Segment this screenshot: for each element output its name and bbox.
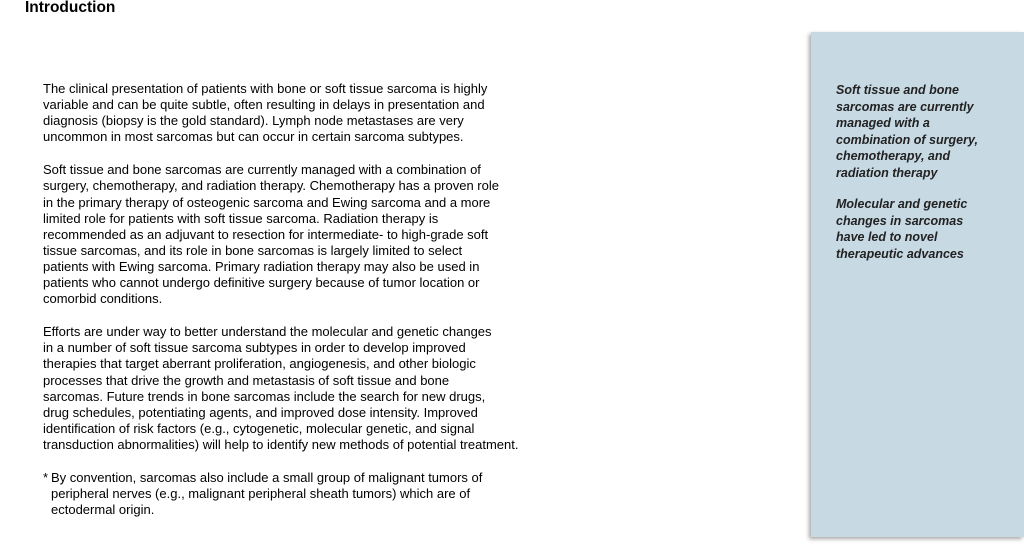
sidebar-callout-box	[811, 32, 1024, 537]
main-text-column	[43, 81, 568, 518]
footnote-marker: *	[43, 469, 49, 485]
footnote-text: By convention, sarcomas also include a small group of malignant tumors of peripheral nerves (e.g., malignant peripheral sheath tumors) which are of ectodermal origin.	[51, 469, 483, 518]
paragraph-clinical-presentation: The clinical presentation of patients with bone or soft tissue sarcoma is highly variable and can be quite subtle, often resulting in delays in presentation and diagnosis (biopsy is the gold standard). Lymph node metastases are very uncommon in most sarcomas but can occur in certain sarcoma subtypes.	[43, 81, 488, 145]
paragraph-management: Soft tissue and bone sarcomas are currently managed with a combination of surgery, chemotherapy, and radiation therapy. Chemotherapy has a proven role in the primary therapy of osteogenic sarcoma and Ewing sarcoma and a more limited role for patients with soft tissue sarcoma. Radiation therapy is recommended as an adjuvant to resection for intermediate- to high-grade soft tissue sarcomas, and its role in bone sarcomas is largely limited to select patients with Ewing sarcoma. Primary radiation therapy may also be used in patients who cannot undergo definitive surgery because of tumor location or comorbid conditions.	[43, 162, 499, 307]
footnote	[43, 470, 568, 518]
sidebar-note-management: Soft tissue and bone sarcomas are currently managed with a combination of surgery, chemotherapy, and radiation therapy	[836, 83, 978, 180]
paragraph-future-efforts: Efforts are under way to better understand the molecular and genetic changes in a number of soft tissue sarcoma subtypes in order to develop improved therapies that target aberrant proliferation, angiogenesis, and other biologic processes that drive the growth and metastasis of soft tissue and bone sarcomas. Future trends in bone sarcomas include the search for new drugs, drug schedules, potentiating agents, and improved dose intensity. Improved identification of risk factors (e.g., cytogenetic, molecular genetic, and signal transduction abnormalities) will help to identify new methods of potential treatment.	[43, 324, 519, 452]
section-heading: Introduction	[25, 0, 116, 16]
sidebar-note-molecular: Molecular and genetic changes in sarcomas have led to novel therapeutic advances	[836, 197, 968, 261]
